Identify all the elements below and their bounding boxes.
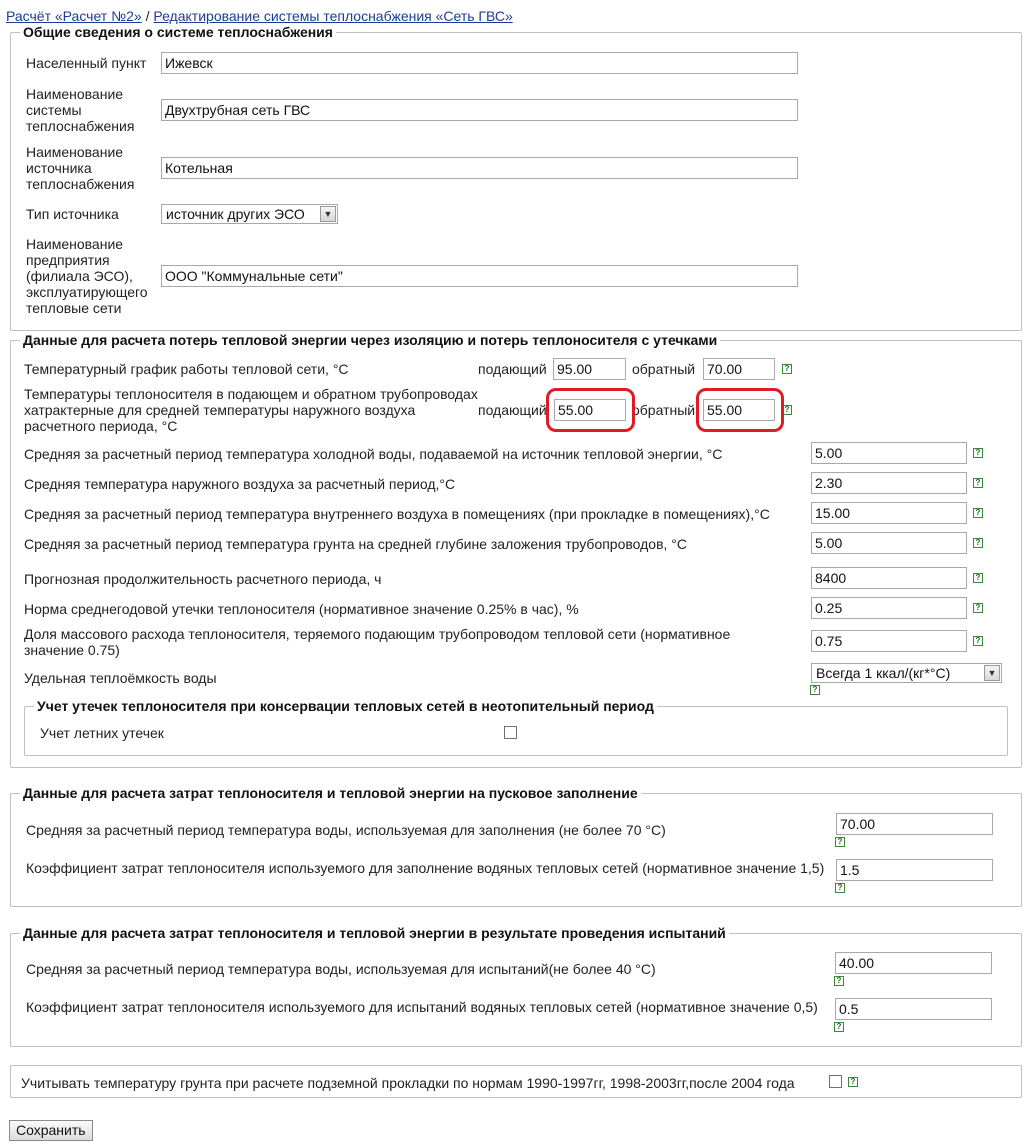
help-icon[interactable]: ? bbox=[973, 478, 983, 488]
help-icon[interactable]: ? bbox=[973, 603, 983, 613]
help-icon[interactable]: ? bbox=[835, 837, 845, 847]
settlement-input[interactable] bbox=[161, 52, 798, 74]
outdoor-label: Средняя температура наружного воздуха за расчетный период,°С bbox=[24, 476, 456, 492]
source-type-select[interactable] bbox=[161, 204, 338, 224]
mass-share-label: Доля массового расхода теплоносителя, теряемого подающим трубопроводом тепловой сети (нормативное значение 0.75) bbox=[24, 626, 731, 658]
ground-label: Средняя за расчетный период температура грунта на средней глубине заложения трубопроводов, °С bbox=[24, 536, 688, 552]
save-button[interactable]: Сохранить bbox=[9, 1120, 93, 1141]
enterprise-input[interactable] bbox=[161, 265, 798, 287]
tests-coef-label: Коэффициент затрат теплоносителя используемого для испытаний водяных тепловых сетей (нормативное значение 0,5) bbox=[26, 999, 818, 1015]
tests-fieldset bbox=[10, 925, 1022, 1047]
source-type-label: Тип источника bbox=[26, 206, 119, 222]
help-icon[interactable]: ? bbox=[973, 508, 983, 518]
tests-water-temp-label: Средняя за расчетный период температура воды, используемая для испытаний(не более 40 °С) bbox=[26, 961, 656, 977]
ground-norms-label: Учитывать температуру грунта при расчете подземной прокладки по нормам 1990-1997гг, 1998-2003гг,после 2004 года bbox=[21, 1075, 795, 1091]
summer-leaks-checkbox[interactable] bbox=[504, 726, 517, 739]
tests-legend: Данные для расчета затрат теплоносителя и тепловой энергии в результате проведения испытаний bbox=[20, 925, 729, 941]
startup-coef-input[interactable] bbox=[836, 859, 993, 881]
enterprise-label: Наименование предприятия (филиала ЭСО), эксплуатирующего тепловые сети bbox=[26, 236, 148, 316]
indoor-label: Средняя за расчетный период температура внутреннего воздуха в помещениях (при прокладке в помещениях),°С bbox=[24, 506, 770, 522]
losses-legend: Данные для расчета потерь тепловой энергии через изоляцию и потерь теплоносителя с утечками bbox=[20, 332, 720, 348]
help-icon[interactable]: ? bbox=[834, 976, 844, 986]
source-name-label: Наименование источника теплоснабжения bbox=[26, 144, 135, 192]
startup-water-temp-input[interactable] bbox=[836, 813, 993, 835]
source-name-input[interactable] bbox=[161, 157, 798, 179]
chevron-down-icon[interactable]: ▼ bbox=[320, 206, 336, 222]
startup-fieldset bbox=[10, 785, 1022, 907]
mass-share-input[interactable] bbox=[811, 630, 967, 652]
ground-norms-checkbox[interactable] bbox=[829, 1075, 842, 1088]
help-icon[interactable]: ? bbox=[834, 1022, 844, 1032]
leak-norm-input[interactable] bbox=[811, 597, 967, 619]
tests-water-temp-input[interactable] bbox=[835, 952, 992, 974]
help-icon[interactable]: ? bbox=[782, 405, 792, 415]
temp-schedule-supply-input[interactable] bbox=[553, 358, 626, 380]
heat-capacity-label: Удельная теплоёмкость воды bbox=[24, 670, 217, 686]
duration-label: Прогнозная продолжительность расчетного периода, ч bbox=[24, 571, 382, 587]
startup-legend: Данные для расчета затрат теплоносителя и тепловой энергии на пусковое заполнение bbox=[20, 785, 641, 801]
heat-capacity-select[interactable] bbox=[811, 663, 1002, 683]
cold-water-input[interactable] bbox=[811, 442, 967, 464]
temp-schedule-supply-label: подающий bbox=[478, 361, 547, 377]
duration-input[interactable] bbox=[811, 567, 967, 589]
summer-leaks-legend: Учет утечек теплоносителя при консервации тепловых сетей в неотопительный период bbox=[34, 698, 657, 714]
breadcrumb bbox=[6, 8, 513, 24]
source-type-value: источник других ЭСО bbox=[166, 206, 305, 222]
chevron-down-icon[interactable]: ▼ bbox=[984, 665, 1000, 681]
temp-schedule-label: Температурный график работы тепловой сети, °С bbox=[24, 361, 349, 377]
help-icon[interactable]: ? bbox=[782, 364, 792, 374]
summer-leaks-label: Учет летних утечек bbox=[40, 725, 164, 741]
indoor-input[interactable] bbox=[811, 502, 967, 524]
system-name-label: Наименование системы теплоснабжения bbox=[26, 86, 135, 134]
help-icon[interactable]: ? bbox=[973, 538, 983, 548]
startup-water-temp-label: Средняя за расчетный период температура воды, используемая для заполнения (не более 70 °С) bbox=[26, 822, 666, 838]
breadcrumb-separator: / bbox=[141, 8, 154, 24]
temp-schedule-return-label: обратный bbox=[632, 361, 696, 377]
heat-capacity-value: Всегда 1 ккал/(кг*°С) bbox=[816, 665, 951, 681]
help-icon[interactable]: ? bbox=[973, 636, 983, 646]
help-icon[interactable]: ? bbox=[973, 573, 983, 583]
cold-water-label: Средняя за расчетный период температура холодной воды, подаваемой на источник тепловой энергии, °С bbox=[24, 446, 723, 462]
startup-coef-label: Коэффициент затрат теплоносителя используемого для заполнение водяных тепловых сетей (нормативное значение 1,5) bbox=[26, 860, 825, 876]
system-name-input[interactable] bbox=[161, 99, 798, 121]
outdoor-input[interactable] bbox=[811, 472, 967, 494]
general-legend: Общие сведения о системе теплоснабжения bbox=[20, 24, 336, 40]
settlement-label: Населенный пункт bbox=[26, 55, 147, 71]
coolant-return-label: обратный bbox=[632, 402, 696, 418]
breadcrumb-calc-link[interactable]: Расчёт «Расчет №2» bbox=[6, 8, 142, 24]
breadcrumb-edit-link[interactable]: Редактирование системы теплоснабжения «Сеть ГВС» bbox=[153, 8, 513, 24]
ground-input[interactable] bbox=[811, 532, 967, 554]
highlight-supply bbox=[546, 388, 635, 432]
highlight-return bbox=[696, 388, 784, 432]
help-icon[interactable]: ? bbox=[973, 448, 983, 458]
help-icon[interactable]: ? bbox=[848, 1077, 858, 1087]
help-icon[interactable]: ? bbox=[810, 685, 820, 695]
temp-schedule-return-input[interactable] bbox=[703, 358, 775, 380]
tests-coef-input[interactable] bbox=[835, 998, 992, 1020]
coolant-supply-label: подающий bbox=[478, 402, 547, 418]
coolant-temps-label: Температуры теплоносителя в подающем и обратном трубопроводах хатрактерные для средней температуры наружного воздуха расчетного периода, °С bbox=[24, 386, 478, 434]
leak-norm-label: Норма среднегодовой утечки теплоносителя (нормативное значение 0.25% в час), % bbox=[24, 601, 579, 617]
help-icon[interactable]: ? bbox=[835, 883, 845, 893]
